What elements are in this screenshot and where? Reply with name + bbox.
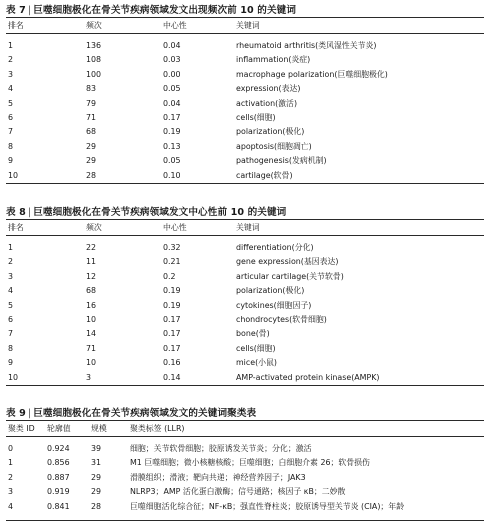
table-title: 巨噬细胞极化在骨关节疾病领域发文出现频次前 10 的关键词 [33,5,297,16]
table-cell: 1 [8,243,14,252]
bottom-rule [6,183,484,184]
table-row [6,500,484,513]
table-cell: 8 [8,343,14,353]
table-cell: 0.17 [163,113,181,122]
header-cell: 频次 [86,21,102,30]
table-cell: 0.14 [163,372,181,382]
table-cell: 0.17 [163,343,181,353]
table-cell: 4 [8,501,14,511]
header-cell: 轮廓值 [47,424,71,433]
table-cell: 0.2 [163,271,176,281]
table-cell: activation(激活) [236,98,298,108]
table-cell: 6 [8,113,14,122]
table-cell: 6 [8,315,14,324]
table-8 [6,204,484,386]
table-cell: 79 [86,98,97,108]
table-cell: articular cartilage(关节软骨) [236,271,344,281]
table-cell: mice(小鼠) [236,358,278,368]
table-cell: 0.841 [47,501,70,511]
table-cell: 100 [86,69,102,79]
table-row [6,299,484,312]
caption-separator: | [27,5,32,16]
table-cell: 68 [86,127,97,137]
table-cell: 9 [8,156,14,166]
table-row [6,485,484,498]
caption-separator: | [27,408,32,419]
table-cell: 10 [8,170,19,180]
table-cell: 0.32 [163,243,181,252]
table-cell: 14 [86,329,97,339]
table-cell: 3 [8,271,14,281]
table-header-row [6,422,484,435]
table-cell: 9 [8,358,14,368]
table-cell: 10 [8,372,19,382]
table-cell: apoptosis(细胞凋亡) [236,141,312,151]
table-title: 巨噬细胞极化在骨关节疾病领域发文的关键词聚类表 [33,408,257,419]
top-rule [6,219,484,220]
table-cell: 0.16 [163,358,181,368]
table-cell: 8 [8,141,14,151]
table-9 [6,405,484,525]
header-cell: 频次 [86,223,102,232]
table-cell: 22 [86,243,97,252]
table-row [6,53,484,66]
table-row [6,284,484,297]
table-cell: macrophage polarization(巨噬细胞极化) [236,69,388,79]
table-cell: polarization(极化) [236,127,305,137]
table-cell: polarization(极化) [236,286,305,296]
table-row [6,97,484,110]
table-cell: expression(表达) [236,84,301,94]
table-cell: 4 [8,286,14,296]
table-row [6,39,484,52]
table-cell: 巨噬细胞活化综合征；NF-κB；强直性脊柱炎；胶原诱导型关节炎 (CIA)；年龄 [130,501,405,511]
table-cell: chondrocytes(软骨细胞) [236,315,327,324]
table-cell: 0.17 [163,329,181,339]
table-row [6,241,484,254]
table-cell: rheumatoid arthritis(类风湿性关节炎) [236,41,377,50]
table-cell: 10 [86,315,97,324]
table-cell: 0.924 [47,444,70,453]
table-cell: 28 [86,170,97,180]
header-cell: 排名 [8,21,24,30]
table-cell: 0.05 [163,84,181,94]
table-cell: 12 [86,271,97,281]
table-cell: 71 [86,113,97,122]
table-cell: gene expression(基因表达) [236,257,339,267]
header-cell: 聚类 ID [8,424,35,433]
table-cell: 0.13 [163,141,181,151]
table-cell: 11 [86,257,97,267]
table-cell: pathogenesis(发病机制) [236,156,327,166]
table-cell: 2 [8,55,14,65]
table-cell: 10 [86,358,97,368]
table-cell: 滑膜组织；滑液；靶向共递；神经营养因子；JAK3 [130,472,306,482]
top-rule [6,17,484,18]
table-row [6,82,484,95]
table-cell: 0.10 [163,170,181,180]
bottom-rule [6,385,484,386]
table-row [6,270,484,283]
table-number: 表 8 [6,207,26,218]
table-row [6,456,484,469]
table-9-caption [6,405,256,419]
top-rule [6,420,484,421]
table-row [6,442,484,455]
table-cell: 0.21 [163,257,181,267]
table-cell: 29 [91,472,102,482]
table-cell: 2 [8,472,14,482]
table-row [6,125,484,138]
header-cell: 中心性 [163,223,187,232]
table-cell: M1 巨噬细胞；微小核糖核酸；巨噬细胞；白细胞介素 26；软骨损伤 [130,458,370,468]
table-cell: 0.00 [163,69,181,79]
table-cell: 1 [8,458,14,468]
table-cell: 0 [8,444,14,453]
table-cell: inflammation(炎症) [236,55,311,65]
table-cell: 3 [8,487,14,497]
table-cell: 4 [8,84,14,94]
table-cell: 0.19 [163,286,181,296]
table-row [6,356,484,369]
table-cell: 29 [86,156,97,166]
table-cell: cartilage(软骨) [236,170,293,180]
table-cell: cells(细胞) [236,113,276,122]
header-rule [6,235,484,236]
table-header-row [6,19,484,32]
table-8-caption [6,204,286,218]
table-row [6,68,484,81]
table-cell: bone(骨) [236,329,270,339]
table-cell: 108 [86,55,102,65]
table-cell: AMP-activated protein kinase(AMPK) [236,372,380,382]
bottom-rule [6,520,484,521]
table-cell: 136 [86,41,102,50]
caption-separator: | [27,207,32,218]
table-cell: NLRP3；AMP 活化蛋白激酶；信号通路；核因子 κB；二妙散 [130,487,346,497]
table-cell: 1 [8,41,14,50]
table-title: 巨噬细胞极化在骨关节疾病领域发文中心性前 10 的关键词 [33,207,287,218]
table-cell: 71 [86,343,97,353]
table-row [6,327,484,340]
header-cell: 聚类标签 (LLR) [130,424,185,433]
table-row [6,255,484,268]
table-cell: 0.03 [163,55,181,65]
table-row [6,313,484,326]
table-cell: 3 [8,69,14,79]
table-cell: 0.04 [163,98,181,108]
header-rule [6,436,484,437]
table-cell: 0.919 [47,487,70,497]
header-cell: 关键词 [236,21,260,30]
table-row [6,140,484,153]
table-cell: cytokines(细胞因子) [236,300,312,310]
table-cell: 2 [8,257,14,267]
table-row [6,471,484,484]
table-cell: 7 [8,127,14,137]
table-header-row [6,221,484,234]
header-cell: 关键词 [236,223,260,232]
table-cell: 0.04 [163,41,181,50]
header-cell: 规模 [91,424,107,433]
table-cell: 83 [86,84,97,94]
table-cell: 7 [8,329,14,339]
table-cell: 68 [86,286,97,296]
table-number: 表 7 [6,5,26,16]
table-cell: 3 [86,372,92,382]
table-cell: 0.05 [163,156,181,166]
table-row [6,154,484,167]
table-cell: cells(细胞) [236,343,276,353]
table-cell: 16 [86,300,97,310]
table-cell: 31 [91,458,102,468]
table-cell: 0.17 [163,315,181,324]
table-cell: 0.19 [163,127,181,137]
table-cell: differentiation(分化) [236,243,314,252]
table-cell: 29 [91,487,102,497]
header-rule [6,33,484,34]
header-cell: 中心性 [163,21,187,30]
table-cell: 28 [91,501,102,511]
table-cell: 细胞；关节软骨细胞；胶原诱发关节炎；分化；激活 [130,444,312,453]
table-row [6,371,484,384]
table-number: 表 9 [6,408,26,419]
table-cell: 29 [86,141,97,151]
table-cell: 5 [8,98,14,108]
table-7 [6,2,484,184]
table-cell: 0.19 [163,300,181,310]
table-cell: 5 [8,300,14,310]
table-7-caption [6,2,296,16]
table-cell: 39 [91,444,102,453]
table-row [6,342,484,355]
table-row [6,111,484,124]
table-row [6,169,484,182]
header-cell: 排名 [8,223,24,232]
table-cell: 0.887 [47,472,70,482]
table-cell: 0.856 [47,458,70,468]
